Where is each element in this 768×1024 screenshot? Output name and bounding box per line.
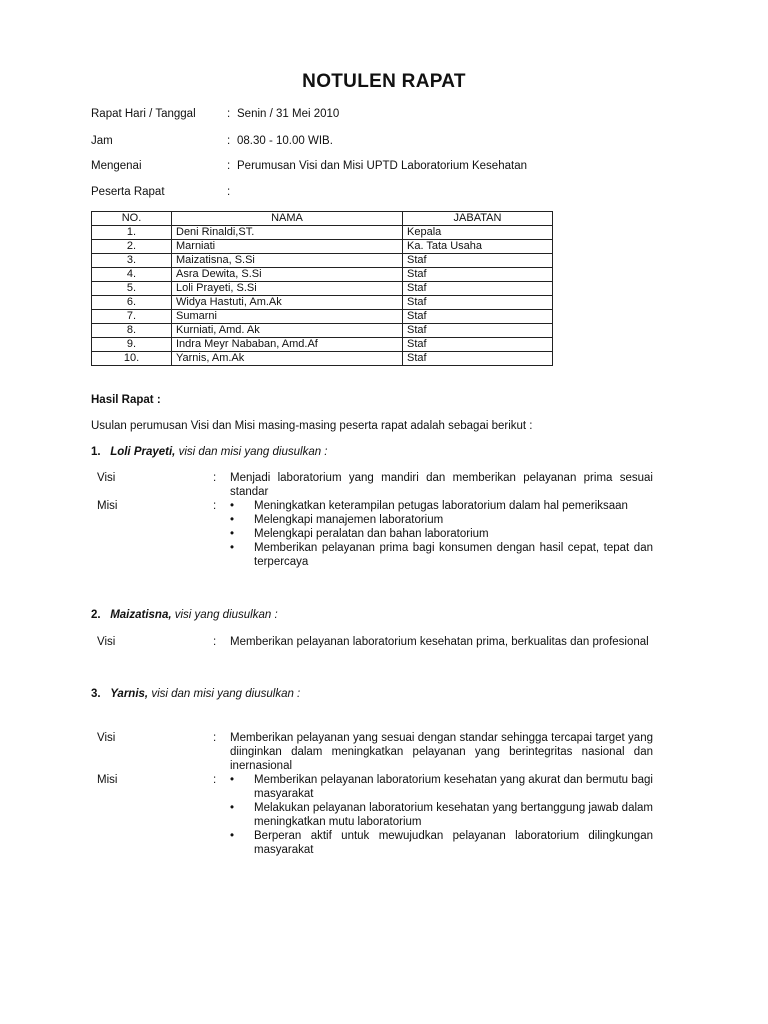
section-desc: visi dan misi yang diusulkan :	[175, 446, 328, 458]
document-title: NOTULEN RAPAT	[302, 71, 466, 92]
misi-content	[230, 773, 653, 857]
section-name: Yarnis,	[110, 688, 149, 700]
meta-value: Senin / 31 Mei 2010	[237, 108, 340, 120]
cell-no: 6.	[92, 296, 172, 310]
meta-value: 08.30 - 10.00 WIB.	[237, 135, 333, 147]
section-heading-3	[91, 688, 300, 700]
visi-text: Memberikan pelayanan yang sesuai dengan standar sehingga tercapai target yang diinginkan dalam meningkatkan pelayanan yang berintegritas nasional dan inernasional	[230, 732, 653, 772]
misi-row	[91, 773, 653, 857]
header-nama: NAMA	[172, 212, 403, 226]
section-name: Loli Prayeti,	[110, 446, 176, 458]
bullet-icon: •	[230, 774, 235, 786]
meta-label: Jam	[91, 135, 113, 147]
cell-jabatan: Staf	[403, 338, 553, 352]
cell-jabatan: Staf	[403, 282, 553, 296]
cell-no: 5.	[92, 282, 172, 296]
meta-colon: :	[227, 108, 231, 120]
cell-jabatan: Staf	[403, 324, 553, 338]
cell-jabatan: Staf	[403, 254, 553, 268]
misi-label: Misi	[97, 774, 118, 786]
colon: :	[213, 774, 217, 786]
misi-row	[91, 499, 653, 569]
misi-text: Memberikan pelayanan prima bagi konsumen dengan hasil cepat, tepat dan terpercaya	[254, 542, 653, 568]
section-desc: visi dan misi yang diusulkan :	[148, 688, 301, 700]
section-desc: visi yang diusulkan :	[171, 609, 278, 621]
cell-jabatan: Staf	[403, 296, 553, 310]
misi-label: Misi	[97, 500, 118, 512]
section-number: 3.	[91, 688, 101, 700]
misi-list	[230, 773, 653, 857]
visi-label: Visi	[97, 636, 116, 648]
visi-row	[91, 471, 653, 499]
list-item	[230, 513, 653, 527]
header-no: NO.	[92, 212, 172, 226]
table-row	[92, 324, 553, 338]
visi-row	[91, 731, 653, 773]
visi-label: Visi	[97, 472, 116, 484]
meta-value: Perumusan Visi dan Misi UPTD Laboratorium Kesehatan	[237, 160, 527, 172]
section-3-body	[91, 731, 653, 857]
table-row	[92, 240, 553, 254]
header-jabatan: JABATAN	[403, 212, 553, 226]
list-item	[230, 829, 653, 857]
cell-jabatan: Staf	[403, 268, 553, 282]
cell-no: 7.	[92, 310, 172, 324]
meta-colon: :	[227, 160, 231, 172]
cell-no: 8.	[92, 324, 172, 338]
cell-nama: Deni Rinaldi,ST.	[172, 226, 403, 240]
meta-label: Rapat Hari / Tanggal	[91, 108, 196, 120]
colon: :	[213, 636, 217, 648]
bullet-icon: •	[230, 830, 235, 842]
cell-no: 2.	[92, 240, 172, 254]
cell-nama: Loli Prayeti, S.Si	[172, 282, 403, 296]
table-row	[92, 282, 553, 296]
cell-jabatan: Ka. Tata Usaha	[403, 240, 553, 254]
cell-nama: Kurniati, Amd. Ak	[172, 324, 403, 338]
visi-text: Menjadi laboratorium yang mandiri dan memberikan pelayanan prima sesuai standar	[230, 472, 653, 498]
section-heading-1	[91, 446, 328, 458]
list-item	[230, 527, 653, 541]
table-row	[92, 338, 553, 352]
participants-table	[91, 211, 553, 366]
visi-text: Memberikan pelayanan laboratorium kesehatan prima, berkualitas dan profesional	[230, 636, 649, 648]
table-header-row	[92, 212, 553, 226]
cell-nama: Indra Meyr Nababan, Amd.Af	[172, 338, 403, 352]
misi-text: Melengkapi peralatan dan bahan laboratorium	[254, 528, 489, 540]
section-number: 1.	[91, 446, 101, 458]
cell-no: 1.	[92, 226, 172, 240]
table-row	[92, 352, 553, 366]
usulan-intro: Usulan perumusan Visi dan Misi masing-masing peserta rapat adalah sebagai berikut :	[91, 420, 533, 432]
cell-jabatan: Kepala	[403, 226, 553, 240]
cell-nama: Sumarni	[172, 310, 403, 324]
table-row	[92, 296, 553, 310]
misi-content	[230, 499, 653, 569]
list-item	[230, 499, 653, 513]
cell-jabatan: Staf	[403, 310, 553, 324]
meta-label: Peserta Rapat	[91, 186, 165, 198]
section-1-body	[91, 471, 653, 569]
bullet-icon: •	[230, 514, 235, 526]
meta-colon: :	[227, 186, 231, 198]
misi-text: Memberikan pelayanan laboratorium kesehatan yang akurat dan bermutu bagi masyarakat	[254, 774, 653, 800]
table-row	[92, 268, 553, 282]
colon: :	[213, 472, 217, 484]
list-item	[230, 773, 653, 801]
misi-text: Melengkapi manajemen laboratorium	[254, 514, 444, 526]
table-row	[92, 226, 553, 240]
colon: :	[213, 500, 217, 512]
misi-text: Melakukan pelayanan laboratorium kesehatan yang bertanggung jawab dalam meningkatkan mutu laboratorium	[254, 802, 653, 828]
section-number: 2.	[91, 609, 101, 621]
visi-label: Visi	[97, 732, 116, 744]
hasil-rapat-heading: Hasil Rapat :	[91, 394, 161, 406]
bullet-icon: •	[230, 528, 235, 540]
meta-label: Mengenai	[91, 160, 142, 172]
section-2-body	[91, 635, 653, 649]
cell-nama: Yarnis, Am.Ak	[172, 352, 403, 366]
meta-colon: :	[227, 135, 231, 147]
table-row	[92, 310, 553, 324]
visi-row	[91, 635, 653, 649]
bullet-icon: •	[230, 542, 235, 554]
misi-text: Meningkatkan keterampilan petugas laboratorium dalam hal pemeriksaan	[254, 500, 628, 512]
cell-nama: Marniati	[172, 240, 403, 254]
bullet-icon: •	[230, 500, 235, 512]
cell-nama: Asra Dewita, S.Si	[172, 268, 403, 282]
list-item	[230, 801, 653, 829]
misi-list	[230, 499, 653, 569]
cell-no: 4.	[92, 268, 172, 282]
table-row	[92, 254, 553, 268]
cell-nama: Maizatisna, S.Si	[172, 254, 403, 268]
cell-nama: Widya Hastuti, Am.Ak	[172, 296, 403, 310]
list-item	[230, 541, 653, 569]
colon: :	[213, 732, 217, 744]
section-name: Maizatisna,	[110, 609, 172, 621]
cell-no: 9.	[92, 338, 172, 352]
cell-jabatan: Staf	[403, 352, 553, 366]
cell-no: 10.	[92, 352, 172, 366]
bullet-icon: •	[230, 802, 235, 814]
cell-no: 3.	[92, 254, 172, 268]
misi-text: Berperan aktif untuk mewujudkan pelayanan laboratorium dilingkungan masyarakat	[254, 830, 653, 856]
section-heading-2	[91, 609, 278, 621]
